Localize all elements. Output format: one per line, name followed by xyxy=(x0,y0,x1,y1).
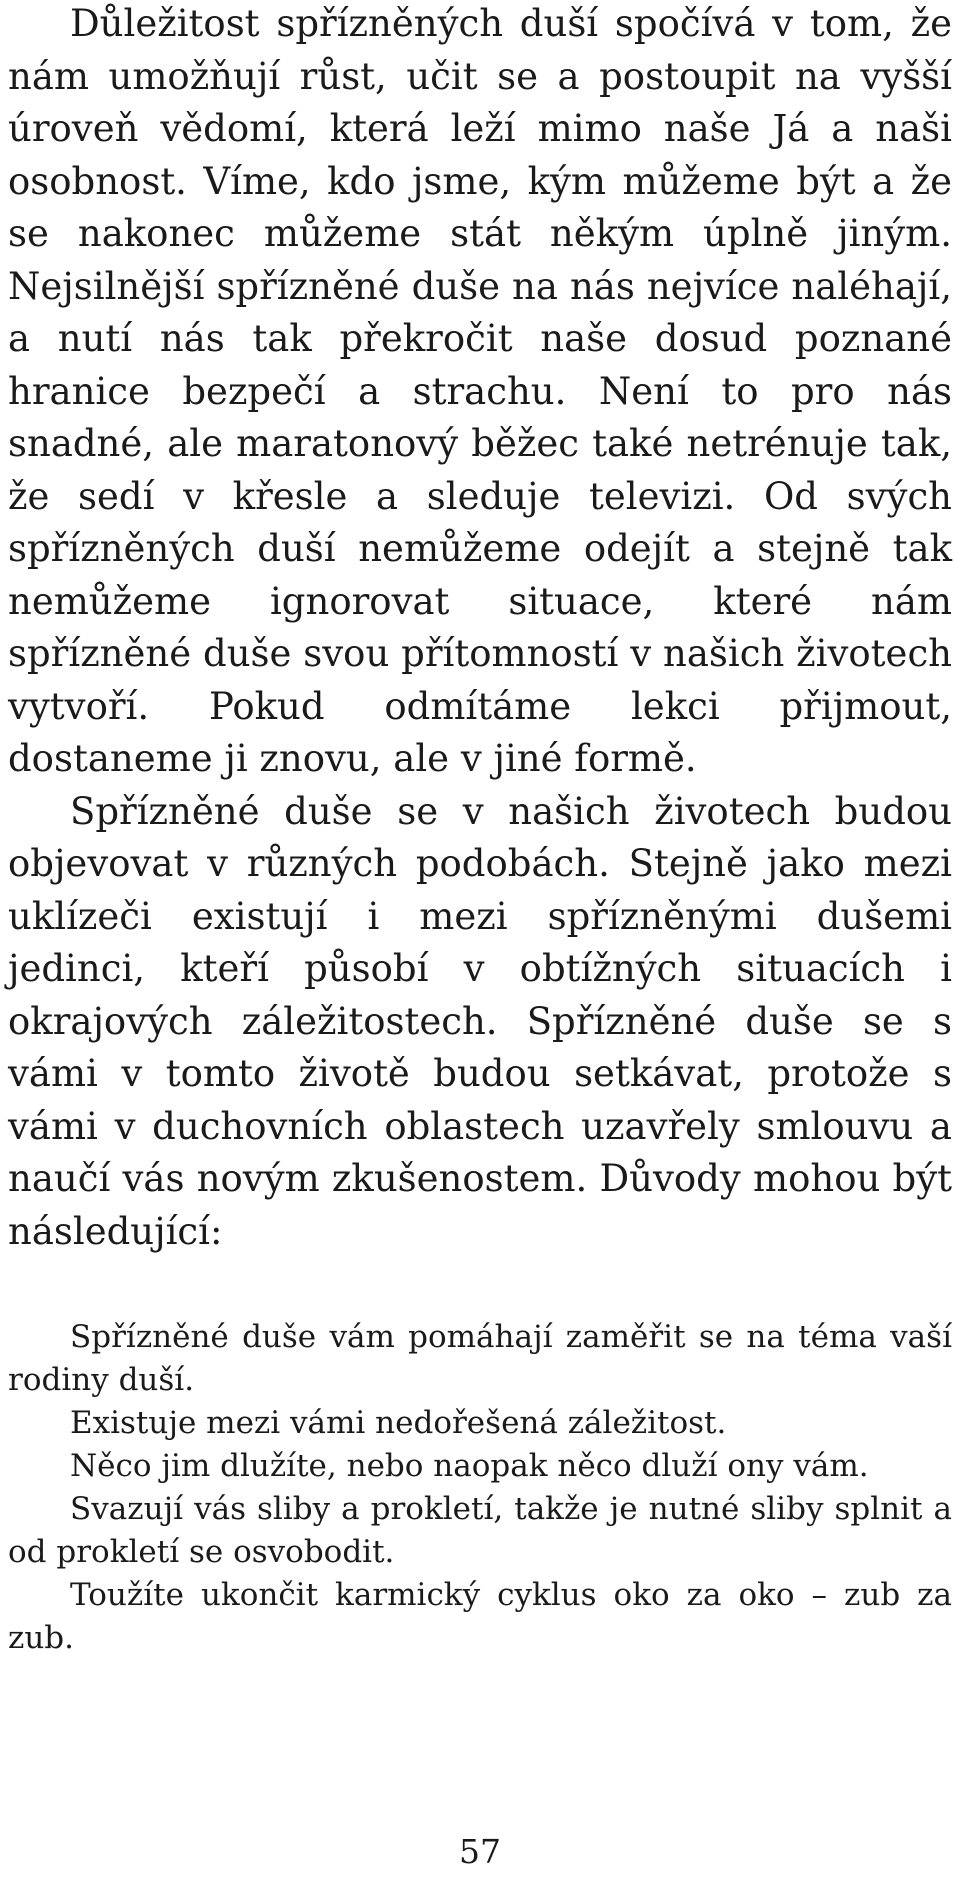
paragraph-importance: Důležitost spřízněných duší spočívá v tom, že nám umožňují růst, učit se a postoupit na vyšší úroveň vědomí, která leží mimo naše Já a naši osobnost. Víme, kdo jsme, kým můžeme být a že se nakonec můžeme stát někým úplně jiným. Nejsilnější spřízněné duše na nás nejvíce naléhají, a nutí nás tak překročit naše dosud poznané hranice bezpečí a strachu. Není to pro nás snadné, ale maratonový běžec také netrénuje tak, že sedí v křesle a sleduje televizi. Od svých spřízněných duší nemůžeme odejít a stejně tak nemůžeme ignorovat situace, které nám spřízněné duše svou přítomností v našich životech vytvoří. Pokud odmítáme lekci přijmout, dostaneme ji znovu, ale v jiné formě. xyxy=(8,2,952,780)
list-item: Existuje mezi vámi nedořešená záležitost. xyxy=(70,1405,727,1441)
list-item: Svazují vás sliby a prokletí, takže je nutné sliby splnit a od prokletí se osvobodit. xyxy=(8,1491,952,1570)
list-item: Něco jim dlužíte, nebo naopak něco dluží ony vám. xyxy=(70,1448,869,1484)
body-text xyxy=(8,0,952,1258)
reasons-list xyxy=(8,1316,952,1660)
list-item: Toužíte ukončit karmický cyklus oko za oko – zub za zub. xyxy=(8,1577,952,1656)
page-number: 57 xyxy=(459,1832,501,1871)
list-item: Spřízněné duše vám pomáhají zaměřit se na téma vaší rodiny duší. xyxy=(8,1319,952,1398)
paragraph-appearances: Spřízněné duše se v našich životech budou objevovat v různých podobách. Stejně jako mezi uklízeči existují i mezi spřízněnými dušemi jedinci, kteří působí v obtížných situacích i okrajových záležitostech. Spřízněné duše se s vámi v tomto životě budou setkávat, protože s vámi v duchovních oblastech uzavřely smlouvu a naučí vás novým zkušenostem. Důvody mohou být následující: xyxy=(8,789,952,1253)
